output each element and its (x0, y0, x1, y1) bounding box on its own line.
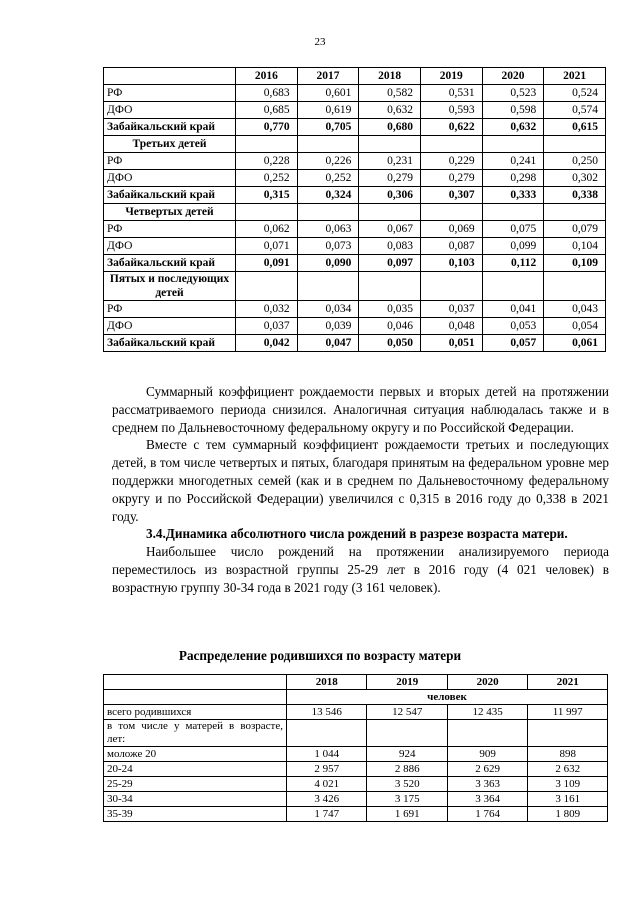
table1-header-row (104, 68, 606, 85)
mother-age-table (103, 674, 608, 822)
row-label: Забайкальский край (104, 187, 236, 204)
table-row (104, 762, 608, 777)
table-row (104, 807, 608, 822)
value-cell: 0,053 (482, 318, 544, 335)
table-row (104, 318, 606, 335)
year-header: 2021 (544, 68, 606, 85)
value-cell: 0,037 (236, 318, 298, 335)
value-cell: 898 (528, 747, 608, 762)
value-cell: 0,062 (236, 221, 298, 238)
table2-title: Распределение родившихся по возрасту матери (178, 648, 462, 663)
empty-cell (482, 272, 544, 301)
table2-header-row (104, 675, 608, 690)
row-label: моложе 20 (104, 747, 287, 762)
value-cell: 4 021 (287, 777, 367, 792)
table-row (104, 301, 606, 318)
value-cell: 1 691 (367, 807, 447, 822)
value-cell: 0,250 (544, 153, 606, 170)
row-label: РФ (104, 153, 236, 170)
value-cell: 0,298 (482, 170, 544, 187)
value-cell: 0,279 (359, 170, 421, 187)
empty-cell (544, 204, 606, 221)
row-label: Забайкальский край (104, 335, 236, 352)
value-cell: 1 809 (528, 807, 608, 822)
value-cell: 0,050 (359, 335, 421, 352)
header-corner (104, 68, 236, 85)
row-label: 30-34 (104, 792, 287, 807)
value-cell: 0,097 (359, 255, 421, 272)
row-label: ДФО (104, 102, 236, 119)
empty-cell (297, 272, 359, 301)
value-cell: 0,091 (236, 255, 298, 272)
table-row (104, 255, 606, 272)
row-label: ДФО (104, 170, 236, 187)
table-row (104, 170, 606, 187)
table-row (104, 153, 606, 170)
value-cell: 2 632 (528, 762, 608, 777)
table-row (104, 187, 606, 204)
subsection-heading: 3.4.Динамика абсолютного числа рождений в разрезе возраста матери. (146, 526, 568, 542)
value-cell: 0,229 (420, 153, 482, 170)
value-cell: 2 886 (367, 762, 447, 777)
value-cell (528, 720, 608, 747)
table-row (104, 777, 608, 792)
table-row (104, 102, 606, 119)
table-row (104, 335, 606, 352)
value-cell: 0,063 (297, 221, 359, 238)
row-label: Забайкальский край (104, 255, 236, 272)
value-cell: 0,705 (297, 119, 359, 136)
value-cell: 0,619 (297, 102, 359, 119)
table-row (104, 85, 606, 102)
empty-cell (420, 204, 482, 221)
value-cell: 0,035 (359, 301, 421, 318)
section-title: Четвертых детей (104, 204, 236, 221)
value-cell: 0,109 (544, 255, 606, 272)
value-cell: 0,632 (359, 102, 421, 119)
value-cell: 0,524 (544, 85, 606, 102)
value-cell: 3 364 (447, 792, 527, 807)
value-cell: 0,032 (236, 301, 298, 318)
value-cell: 0,315 (236, 187, 298, 204)
value-cell: 3 161 (528, 792, 608, 807)
value-cell: 0,043 (544, 301, 606, 318)
empty-cell (544, 136, 606, 153)
section-title: Третьих детей (104, 136, 236, 153)
value-cell: 0,112 (482, 255, 544, 272)
value-cell: 0,598 (482, 102, 544, 119)
value-cell: 0,228 (236, 153, 298, 170)
empty-cell (359, 272, 421, 301)
paragraph-1: Суммарный коэффициент рождаемости первых и вторых детей на протяжении рассматриваемого периода снизился. Аналогичная ситуация наблюдалась также и в среднем по Дальневосточному федеральному округу и по Российской Федерации. (112, 384, 609, 435)
value-cell: 0,042 (236, 335, 298, 352)
value-cell: 0,241 (482, 153, 544, 170)
row-label: ДФО (104, 318, 236, 335)
value-cell: 909 (447, 747, 527, 762)
empty-cell (236, 136, 298, 153)
empty-cell (420, 272, 482, 301)
value-cell: 1 747 (287, 807, 367, 822)
row-label: 25-29 (104, 777, 287, 792)
value-cell: 0,231 (359, 153, 421, 170)
value-cell: 3 426 (287, 792, 367, 807)
section-row (104, 272, 606, 301)
value-cell: 0,037 (420, 301, 482, 318)
value-cell: 0,333 (482, 187, 544, 204)
table-row (104, 238, 606, 255)
value-cell: 0,226 (297, 153, 359, 170)
value-cell (367, 720, 447, 747)
row-label: 20-24 (104, 762, 287, 777)
empty-cell (544, 272, 606, 301)
row-label: 35-39 (104, 807, 287, 822)
value-cell: 1 044 (287, 747, 367, 762)
value-cell: 0,067 (359, 221, 421, 238)
value-cell: 3 109 (528, 777, 608, 792)
value-cell: 0,324 (297, 187, 359, 204)
empty-cell (359, 136, 421, 153)
value-cell: 0,061 (544, 335, 606, 352)
value-cell: 0,057 (482, 335, 544, 352)
year-header: 2020 (447, 675, 527, 690)
value-cell: 0,615 (544, 119, 606, 136)
empty-cell (482, 204, 544, 221)
value-cell: 0,685 (236, 102, 298, 119)
value-cell: 0,307 (420, 187, 482, 204)
value-cell: 0,622 (420, 119, 482, 136)
value-cell: 0,051 (420, 335, 482, 352)
value-cell: 13 546 (287, 705, 367, 720)
value-cell: 0,593 (420, 102, 482, 119)
text-block-1 (112, 383, 609, 597)
value-cell: 0,104 (544, 238, 606, 255)
value-cell: 0,574 (544, 102, 606, 119)
empty-cell (236, 204, 298, 221)
year-header: 2020 (482, 68, 544, 85)
year-header: 2021 (528, 675, 608, 690)
value-cell: 2 629 (447, 762, 527, 777)
empty-cell (236, 272, 298, 301)
unit-row (104, 690, 608, 705)
row-label: РФ (104, 301, 236, 318)
empty-cell (104, 690, 287, 705)
row-label: в том числе у матерей в возрасте, лет: (104, 720, 287, 747)
section-title: Пятых и последующих детей (104, 272, 236, 301)
value-cell: 0,046 (359, 318, 421, 335)
row-label: РФ (104, 221, 236, 238)
value-cell: 924 (367, 747, 447, 762)
value-cell: 0,252 (297, 170, 359, 187)
value-cell: 0,071 (236, 238, 298, 255)
value-cell: 12 435 (447, 705, 527, 720)
unit-label: человек (287, 690, 608, 705)
value-cell: 3 363 (447, 777, 527, 792)
page-number: 23 (314, 36, 326, 48)
empty-cell (297, 136, 359, 153)
value-cell: 0,632 (482, 119, 544, 136)
value-cell: 0,047 (297, 335, 359, 352)
empty-cell (297, 204, 359, 221)
table-row (104, 221, 606, 238)
value-cell: 0,073 (297, 238, 359, 255)
value-cell: 3 520 (367, 777, 447, 792)
paragraph-2: Вместе с тем суммарный коэффициент рождаемости третьих и последующих детей, в том числе четвертых и пятых, благодаря принятым на федеральном уровне мер поддержки многодетных семей (как и в среднем по Дальневосточному федеральному округу и по Российской Федерации) увеличился с 0,315 в 2016 году до 0,338 в 2021 году. (112, 437, 609, 524)
table-row (104, 720, 608, 747)
value-cell: 0,680 (359, 119, 421, 136)
year-header: 2017 (297, 68, 359, 85)
value-cell: 11 997 (528, 705, 608, 720)
year-header: 2018 (359, 68, 421, 85)
row-label: РФ (104, 85, 236, 102)
empty-cell (359, 204, 421, 221)
value-cell: 0,069 (420, 221, 482, 238)
value-cell: 0,279 (420, 170, 482, 187)
value-cell: 0,683 (236, 85, 298, 102)
value-cell: 0,087 (420, 238, 482, 255)
table-row (104, 705, 608, 720)
value-cell: 0,075 (482, 221, 544, 238)
value-cell: 0,523 (482, 85, 544, 102)
table-row (104, 119, 606, 136)
year-header: 2019 (420, 68, 482, 85)
value-cell: 0,582 (359, 85, 421, 102)
row-label: всего родившихся (104, 705, 287, 720)
year-header: 2018 (287, 675, 367, 690)
paragraph-3: Наибольшее число рождений на протяжении анализируемого периода переместилось из возрастной группы 25-29 лет в 2016 году (4 021 человек) в возрастную группу 30-34 года в 2021 году (3 161 человек). (112, 544, 609, 595)
section-row (104, 136, 606, 153)
value-cell: 0,054 (544, 318, 606, 335)
row-label: ДФО (104, 238, 236, 255)
value-cell: 0,302 (544, 170, 606, 187)
value-cell: 0,034 (297, 301, 359, 318)
value-cell: 0,099 (482, 238, 544, 255)
table-row (104, 747, 608, 762)
value-cell: 12 547 (367, 705, 447, 720)
empty-cell (420, 136, 482, 153)
value-cell: 0,090 (297, 255, 359, 272)
section-row (104, 204, 606, 221)
value-cell: 3 175 (367, 792, 447, 807)
value-cell: 0,079 (544, 221, 606, 238)
value-cell: 1 764 (447, 807, 527, 822)
year-header: 2016 (236, 68, 298, 85)
value-cell: 0,306 (359, 187, 421, 204)
value-cell: 2 957 (287, 762, 367, 777)
value-cell: 0,039 (297, 318, 359, 335)
value-cell: 0,048 (420, 318, 482, 335)
value-cell: 0,338 (544, 187, 606, 204)
row-label: Забайкальский край (104, 119, 236, 136)
table-row (104, 792, 608, 807)
value-cell: 0,103 (420, 255, 482, 272)
value-cell: 0,531 (420, 85, 482, 102)
value-cell: 0,041 (482, 301, 544, 318)
value-cell: 0,252 (236, 170, 298, 187)
year-header: 2019 (367, 675, 447, 690)
empty-cell (482, 136, 544, 153)
header-corner (104, 675, 287, 690)
value-cell: 0,083 (359, 238, 421, 255)
birth-rate-table (103, 67, 606, 352)
value-cell (287, 720, 367, 747)
value-cell (447, 720, 527, 747)
value-cell: 0,770 (236, 119, 298, 136)
value-cell: 0,601 (297, 85, 359, 102)
